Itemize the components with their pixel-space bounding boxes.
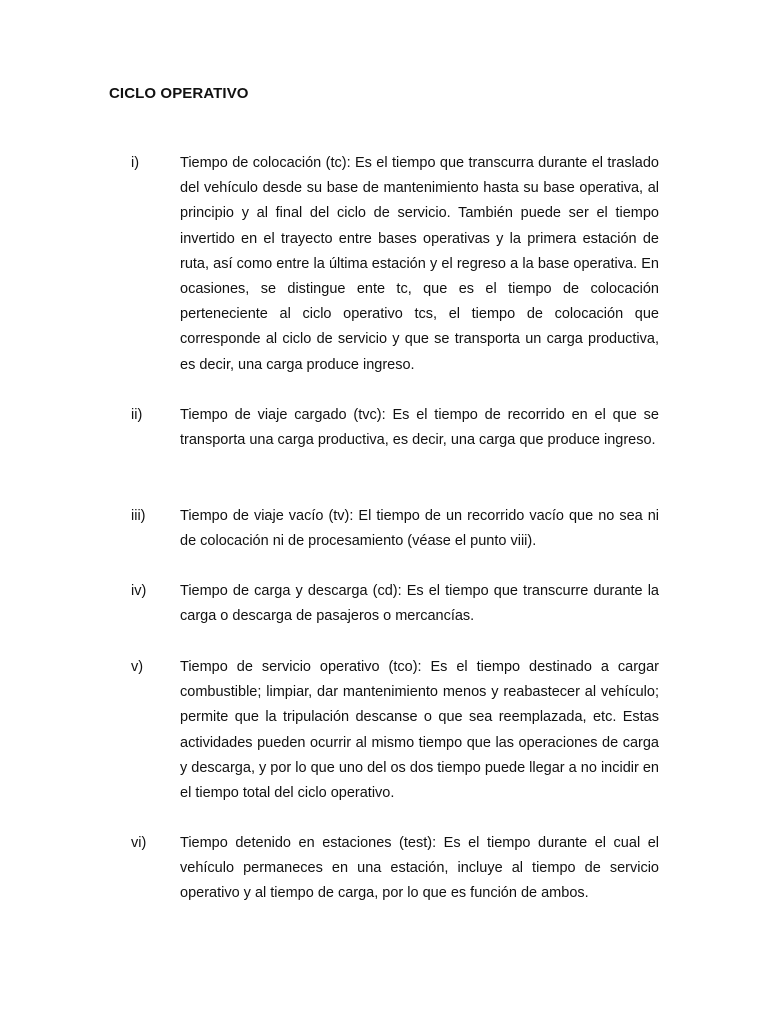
list-item-text: Tiempo de servicio operativo (tco): Es el tiempo destinado a cargar combustible; limpiar, dar mantenimiento menos y reabastecer al vehículo; permite que la tripulación descanse o que sea reemplazada, etc. Estas actividades pueden ocurrir al mismo tiempo que las operaciones de carga y descarga, y por lo que uno del os dos tiempo puede llegar a no incidir en el tiempo total del ciclo operativo.	[180, 659, 659, 802]
list-item-numeral: vi)	[131, 835, 147, 851]
list-item-text: Tiempo detenido en estaciones (test): Es el tiempo durante el cual el vehículo permaneces en una estación, incluye al tiempo de servicio operativo y al tiempo de carga, por lo que es función de ambos.	[180, 835, 659, 902]
list-item-text: Tiempo de viaje cargado (tvc): Es el tiempo de recorrido en el que se transporta una carga productiva, es decir, una carga que produce ingreso.	[180, 407, 659, 449]
list-item-numeral: iii)	[131, 508, 146, 524]
list-item-text: Tiempo de viaje vacío (tv): El tiempo de un recorrido vacío que no sea ni de colocación ni de procesamiento (véase el punto viii).	[180, 508, 659, 550]
list-item-numeral: ii)	[131, 407, 143, 423]
list-item-text: Tiempo de colocación (tc): Es el tiempo que transcurra durante el traslado del vehículo desde su base de mantenimiento hasta su base operativa, al principio y al final del ciclo de servicio. También puede ser el tiempo invertido en el trayecto entre bases operativas y la primera estación de ruta, así como entre la última estación y el regreso a la base operativa. En ocasiones, se distingue ente tc, que es el tiempo de colocación perteneciente al ciclo operativo tcs, el tiempo de colocación que corresponde al ciclo de servicio y que se transporta un carga productiva, es decir, una carga produce ingreso.	[180, 155, 659, 373]
page-title: CICLO OPERATIVO	[109, 85, 249, 102]
list-item-numeral: i)	[131, 155, 140, 171]
list-item-numeral: v)	[131, 659, 144, 675]
list-item-numeral: iv)	[131, 583, 147, 599]
list-item-text: Tiempo de carga y descarga (cd): Es el tiempo que transcurre durante la carga o descarga de pasajeros o mercancías.	[180, 583, 659, 625]
